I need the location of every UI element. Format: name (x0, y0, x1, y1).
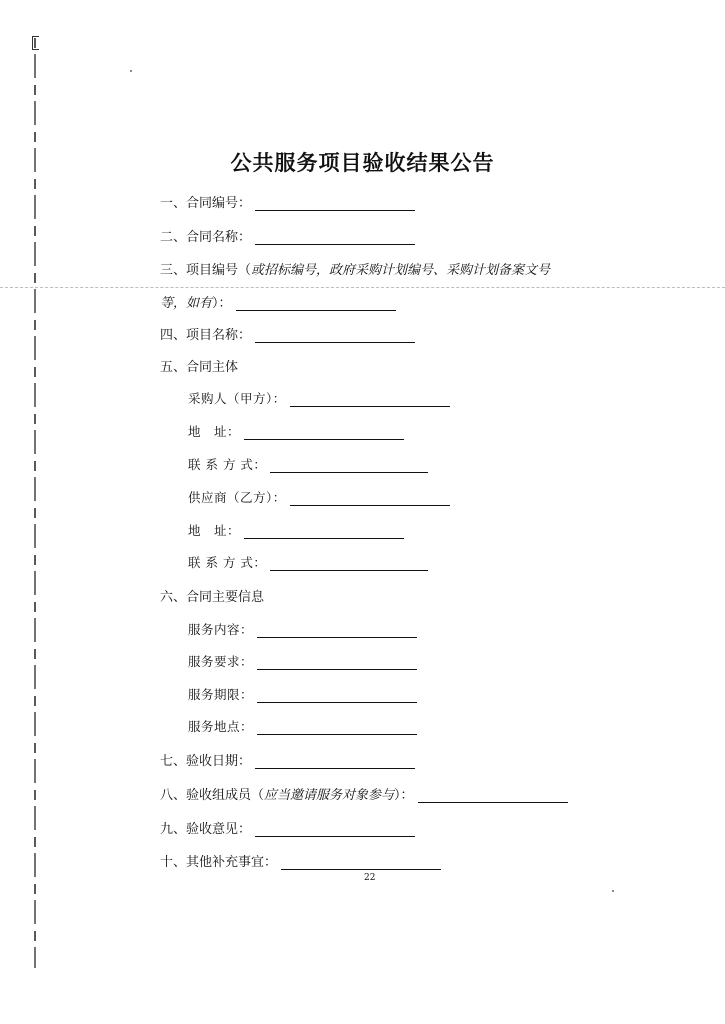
blank-supplier-address (244, 524, 404, 539)
field-contract-name (160, 226, 415, 245)
label-service-requirements: 服务要求： (188, 654, 254, 669)
scan-speck (130, 70, 132, 72)
heading-contract-parties: 五、合同主体 (160, 360, 239, 375)
scan-edge (34, 38, 36, 968)
field-service-period (188, 685, 417, 703)
label-buyer: 采购人（甲方）： (188, 391, 286, 406)
label-contract-name: 二、合同名称： (160, 230, 252, 245)
field-other-matters (160, 851, 441, 870)
label-project-name: 四、项目名称： (160, 328, 252, 343)
label-acceptance-members-end: ）： (394, 788, 414, 803)
field-buyer-address (188, 422, 404, 440)
heading-contract-info: 六、合同主要信息 (160, 590, 265, 605)
blank-contract-number (255, 196, 415, 211)
blank-project-name (255, 328, 415, 343)
field-acceptance-date (160, 750, 415, 769)
blank-acceptance-date (255, 754, 415, 769)
field-supplier-address (188, 521, 404, 539)
blank-service-period (257, 688, 417, 703)
label-service-content: 服务内容： (188, 622, 254, 637)
field-buyer-contact (188, 455, 428, 473)
label-project-number-end: ）： (212, 296, 232, 311)
blank-service-requirements (257, 655, 417, 670)
field-project-number (160, 259, 550, 278)
blank-acceptance-opinion (255, 822, 415, 837)
note-if-any: 等，如有 (160, 296, 213, 311)
section-contract-info (160, 586, 264, 605)
field-service-content (188, 620, 417, 638)
label-supplier-address: 地 址： (188, 523, 241, 538)
label-acceptance-opinion: 九、验收意见： (160, 822, 252, 837)
field-buyer (188, 389, 450, 407)
document-title: 公共服务项目验收结果公告 (230, 151, 495, 175)
field-project-name (160, 324, 415, 343)
blank-service-content (257, 623, 417, 638)
blank-service-location (257, 720, 417, 735)
blank-other-matters (281, 855, 441, 870)
field-service-location (188, 717, 417, 735)
label-service-location: 服务地点： (188, 719, 254, 734)
field-acceptance-members (160, 784, 568, 803)
label-buyer-contact: 联 系 方 式： (188, 457, 267, 472)
blank-contract-name (255, 230, 415, 245)
blank-buyer (290, 392, 450, 407)
page-number: 22 (364, 873, 376, 883)
scan-edge-mark (32, 36, 39, 50)
field-supplier (188, 488, 450, 506)
label-project-number: 三、项目编号（ (160, 263, 252, 278)
label-service-period: 服务期限： (188, 687, 254, 702)
label-buyer-address: 地 址： (188, 424, 241, 439)
note-acceptance-members: 应当邀请服务对象参与 (264, 788, 395, 803)
blank-buyer-contact (270, 458, 428, 473)
scan-speck (612, 890, 614, 892)
label-acceptance-members: 八、验收组成员（ (160, 788, 265, 803)
field-project-number-cont (160, 292, 396, 311)
label-contract-number: 一、合同编号： (160, 196, 252, 211)
scan-fold-line (0, 287, 725, 288)
field-service-requirements (188, 652, 417, 670)
field-acceptance-opinion (160, 818, 415, 837)
blank-acceptance-members (418, 788, 568, 803)
label-acceptance-date: 七、验收日期： (160, 754, 252, 769)
label-other-matters: 十、其他补充事宜： (160, 855, 278, 870)
field-contract-number (160, 192, 415, 211)
label-supplier: 供应商（乙方）： (188, 490, 286, 505)
blank-supplier-contact (270, 556, 428, 571)
blank-buyer-address (244, 425, 404, 440)
blank-supplier (290, 491, 450, 506)
label-supplier-contact: 联 系 方 式： (188, 555, 267, 570)
note-project-number: 或招标编号，政府采购计划编号、采购计划备案文号 (251, 263, 551, 278)
blank-project-number (236, 296, 396, 311)
field-supplier-contact (188, 553, 428, 571)
section-contract-parties (160, 356, 238, 375)
